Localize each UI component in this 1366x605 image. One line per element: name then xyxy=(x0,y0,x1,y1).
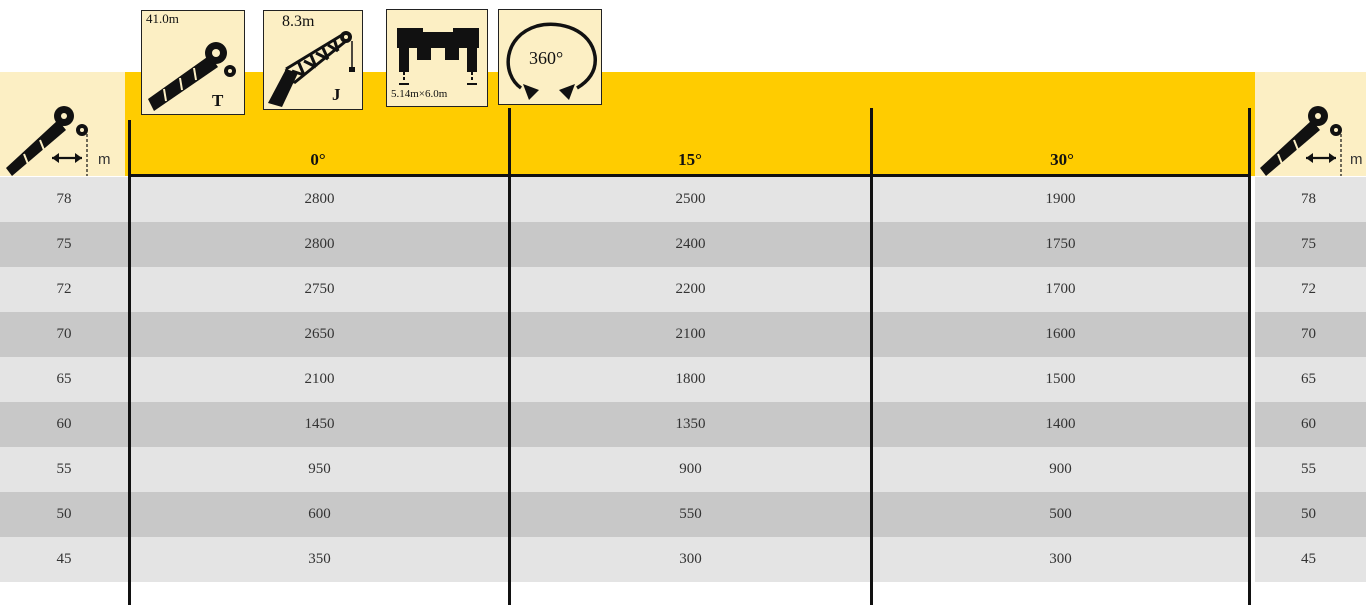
table-row xyxy=(0,402,1366,447)
load-cell-30deg: 1700 xyxy=(1045,281,1076,297)
jib-code-label: J xyxy=(332,85,341,104)
load-cell-30deg: 1600 xyxy=(1045,326,1076,342)
load-cell-15deg: 2200 xyxy=(675,281,706,297)
load-cell-15deg: 2400 xyxy=(675,236,706,252)
row-gap xyxy=(1251,537,1255,582)
load-cell-15deg: 1350 xyxy=(675,416,706,432)
row-gap xyxy=(1251,357,1255,402)
radius-cell-right: 50 xyxy=(1301,506,1316,522)
radius-cell-right: 70 xyxy=(1301,326,1316,342)
slewing-angle-label: 360° xyxy=(529,48,564,68)
radius-cell: 75 xyxy=(56,236,72,252)
radius-cell-right: 60 xyxy=(1301,416,1316,432)
row-gap xyxy=(1251,492,1255,537)
radius-cell-right: 45 xyxy=(1301,551,1316,567)
load-cell-0deg: 2800 xyxy=(304,191,335,207)
row-gap xyxy=(1251,312,1255,357)
radius-cell: 55 xyxy=(56,461,72,477)
load-cell-0deg: 350 xyxy=(308,551,331,567)
table-row xyxy=(0,267,1366,312)
radius-cell-right: 72 xyxy=(1301,281,1316,297)
load-cell-0deg: 2100 xyxy=(304,371,335,387)
radius-cell: 50 xyxy=(56,506,72,522)
row-gap xyxy=(1251,402,1255,447)
radius-cell: 70 xyxy=(56,326,72,342)
jib-length-label: 8.3m xyxy=(282,13,315,30)
load-cell-30deg: 500 xyxy=(1049,506,1072,522)
load-cell-0deg: 2650 xyxy=(304,326,335,342)
load-cell-15deg: 300 xyxy=(679,551,702,567)
radius-cell: 78 xyxy=(56,191,72,207)
outrigger-icon xyxy=(386,9,488,107)
column-divider xyxy=(508,108,511,605)
table-row xyxy=(0,537,1366,582)
load-cell-15deg: 1800 xyxy=(675,371,706,387)
radius-cell: 72 xyxy=(56,281,72,297)
slewing-360-icon xyxy=(498,9,602,105)
column-header-0: 0° xyxy=(310,150,326,169)
load-cell-30deg: 900 xyxy=(1049,461,1072,477)
radius-cell-right: 65 xyxy=(1301,371,1316,387)
telescopic-boom-icon xyxy=(141,10,245,115)
table-row xyxy=(0,177,1366,222)
table-row xyxy=(0,312,1366,357)
load-cell-0deg: 2750 xyxy=(304,281,335,297)
radius-cell-right: 78 xyxy=(1301,191,1316,207)
boom-code-label: T xyxy=(212,91,224,110)
boom-radius-icon-right xyxy=(1256,96,1346,176)
radius-cell: 65 xyxy=(56,371,72,387)
radius-cell-right: 55 xyxy=(1301,461,1316,477)
radius-unit-left: m xyxy=(98,151,111,168)
table-row xyxy=(0,447,1366,492)
load-cell-0deg: 600 xyxy=(308,506,331,522)
table-row xyxy=(0,492,1366,537)
radius-cell-right: 75 xyxy=(1301,236,1316,252)
outrigger-span-label: 5.14m×6.0m xyxy=(391,88,448,100)
load-cell-15deg: 2500 xyxy=(675,191,706,207)
radius-unit-right: m xyxy=(1350,151,1363,168)
load-cell-30deg: 1750 xyxy=(1045,236,1076,252)
load-cell-15deg: 550 xyxy=(679,506,702,522)
boom-radius-icon-left xyxy=(2,96,92,176)
radius-cell: 60 xyxy=(56,416,72,432)
load-cell-30deg: 1400 xyxy=(1045,416,1076,432)
load-cell-15deg: 2100 xyxy=(675,326,706,342)
load-cell-0deg: 1450 xyxy=(304,416,335,432)
load-cell-0deg: 2800 xyxy=(304,236,335,252)
column-divider xyxy=(870,108,873,605)
load-cell-30deg: 300 xyxy=(1049,551,1072,567)
table-row xyxy=(0,222,1366,267)
load-cell-0deg: 950 xyxy=(308,461,331,477)
row-gap xyxy=(1251,177,1255,222)
load-cell-15deg: 900 xyxy=(679,461,702,477)
jib-icon xyxy=(263,10,363,110)
table-row xyxy=(0,357,1366,402)
load-cell-30deg: 1500 xyxy=(1045,371,1076,387)
boom-length-label: 41.0m xyxy=(146,11,179,26)
column-header-30: 30° xyxy=(1050,150,1074,169)
column-divider xyxy=(128,120,131,605)
load-cell-30deg: 1900 xyxy=(1045,191,1076,207)
row-gap xyxy=(1251,222,1255,267)
column-header-15: 15° xyxy=(678,150,702,169)
row-gap xyxy=(1251,447,1255,492)
radius-cell: 45 xyxy=(56,551,72,567)
row-gap xyxy=(1251,267,1255,312)
column-divider xyxy=(1248,108,1251,605)
